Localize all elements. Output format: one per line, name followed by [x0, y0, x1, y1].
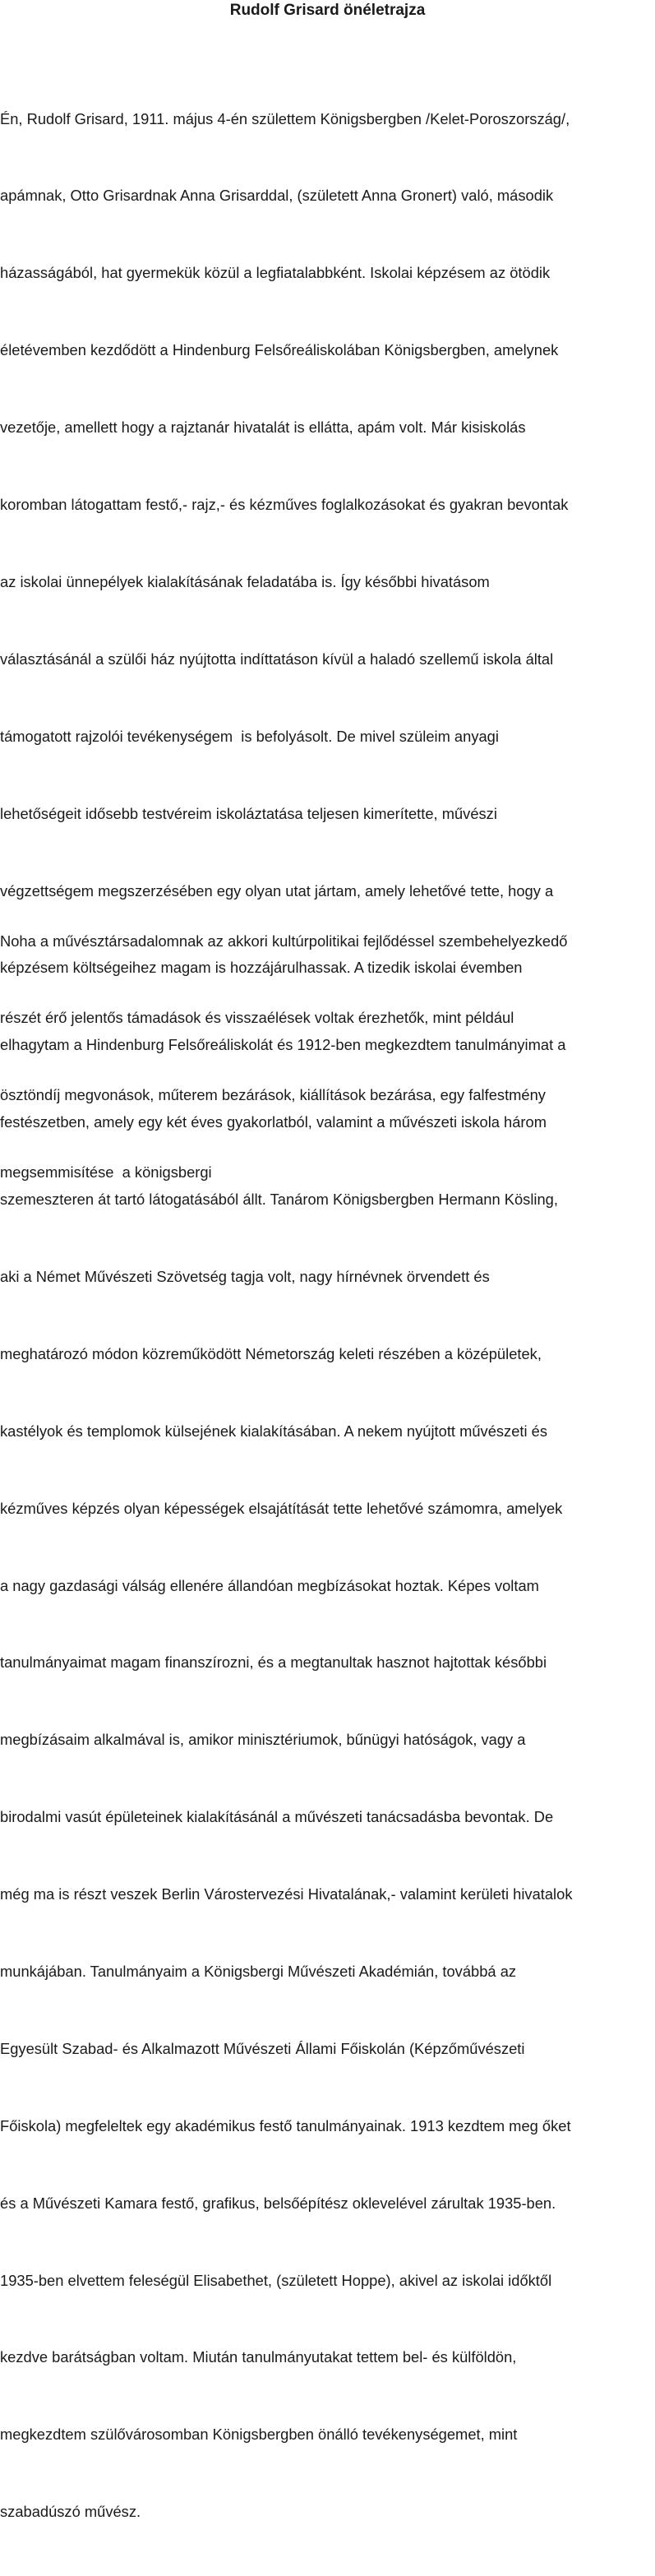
text-line: megkezdtem szülővárosomban Königsbergben önálló tevékenységemet, mint — [0, 2426, 518, 2444]
paragraph-2 — [0, 876, 655, 1237]
text-line: házasságából, hat gyermekük közül a legfiatalabbként. Iskolai képzésem az ötödik — [0, 264, 551, 282]
text-line: az iskolai ünnepélyek kialakításának feladatába is. Így későbbi hivatásom — [0, 572, 490, 590]
text-line: festészetben, amely egy két éves gyakorlatból, valamint a művészeti iskola három — [0, 1113, 547, 1131]
text-line: Noha a művésztársadalomnak az akkori kultúrpolitikai fejlődéssel szembehelyezkedő — [0, 932, 568, 950]
text-line: tanulmányaimat magam finanszírozni, és a megtanultak hasznot hajtottak későbbi — [0, 1653, 547, 1672]
text-line: megbízásaim alkalmával is, amikor minisztériumok, bűnügyi hatóságok, vagy a — [0, 1731, 526, 1749]
text-line: Főiskola) megfeleltek egy akadémikus festő tanulmányainak. 1913 kezdtem meg őket — [0, 2116, 571, 2134]
text-line: részét érő jelentős támadások és visszaélések voltak érezhetők, mint például — [0, 1009, 514, 1027]
text-line: ösztöndíj megvonások, műterem bezárások, kiállítások bezárása, egy falfestmény — [0, 1086, 546, 1104]
text-line: elhagytam a Hindenburg Felsőreáliskolát és 1912-ben megkezdtem tanulmányimat a — [0, 1036, 566, 1054]
text-line: Én, Rudolf Grisard, 1911. május 4-én születtem Königsbergben /Kelet-Poroszország/, — [0, 109, 570, 127]
text-line: 1935-ben elvettem feleségül Elisabethet, (született Hoppe), akivel az iskolai időktől — [0, 2271, 552, 2289]
text-line: koromban látogattam festő,- rajz,- és kézműves foglalkozásokat és gyakran bevontak — [0, 496, 569, 514]
text-line: képzésem költségeihez magam is hozzájárulhassak. A tizedik iskolai évemben — [0, 959, 523, 977]
text-line: még ma is részt veszek Berlin Várostervezési Hivatalának,- valamint kerületi hivatalok — [0, 1885, 573, 1903]
text-line: vezetője, amellett hogy a rajztanár hivatalát is ellátta, apám volt. Már kisiskolás — [0, 419, 526, 437]
document-title: Rudolf Grisard önéletrajza — [229, 2, 426, 19]
text-line: meghatározó módon közreműködött Németország keleti részében a középületek, — [0, 1344, 542, 1362]
text-line: lehetőségeit idősebb testvéreim iskoláztatása teljesen kimerítette, művészi — [0, 804, 497, 822]
text-line: támogatott rajzolói tevékenységem is befolyásolt. De mivel szüleim anyagi — [0, 727, 499, 745]
text-line: és a Művészeti Kamara festő, grafikus, belsőépítész oklevelével zárultak 1935-ben. — [0, 2194, 556, 2212]
text-line: munkájában. Tanulmányaim a Königsbergi Művészeti Akadémián, továbbá az — [0, 1962, 517, 1980]
text-line: szabadúszó művész. — [0, 2503, 141, 2521]
text-line: életévemben kezdődött a Hindenburg Felsőreáliskolában Königsbergben, amelynek — [0, 341, 559, 359]
text-line: birodalmi vasút épületeinek kialakításánál a művészeti tanácsadásba bevontak. De — [0, 1808, 554, 1826]
text-line: megsemmisítése a königsbergi — [0, 1163, 212, 1182]
paragraph-1 — [0, 54, 655, 2576]
text-line: kézműves képzés olyan képességek elsajátítását tette lehetővé számomra, amelyek — [0, 1499, 563, 1517]
text-line: kezdve barátságban voltam. Miután tanulmányutakat tettem bel- és külföldön, — [0, 2348, 517, 2366]
text-line: a nagy gazdasági válság ellenére állandóan megbízásokat hoztak. Képes voltam — [0, 1576, 539, 1594]
text-line: apámnak, Otto Grisardnak Anna Grisarddal, (született Anna Gronert) való, második — [0, 187, 554, 205]
text-line: Egyesült Szabad- és Alkalmazott Művészeti Állami Főiskolán (Képzőművészeti — [0, 2039, 525, 2057]
text-line: kastélyok és templomok külsejének kialakításában. A nekem nyújtott művészeti és — [0, 1422, 548, 1440]
text-line: végzettségem megszerzésében egy olyan utat jártam, amely lehetővé tette, hogy a — [0, 881, 554, 900]
text-line: aki a Német Művészeti Szövetség tagja volt, nagy hírnévnek örvendett és — [0, 1267, 490, 1285]
text-line: szemeszteren át tartó látogatásából állt. Tanárom Königsbergben Hermann Kösling, — [0, 1191, 558, 1209]
text-line: választásánál a szülői ház nyújtotta indíttatáson kívül a haladó szellemű iskola által — [0, 650, 554, 668]
